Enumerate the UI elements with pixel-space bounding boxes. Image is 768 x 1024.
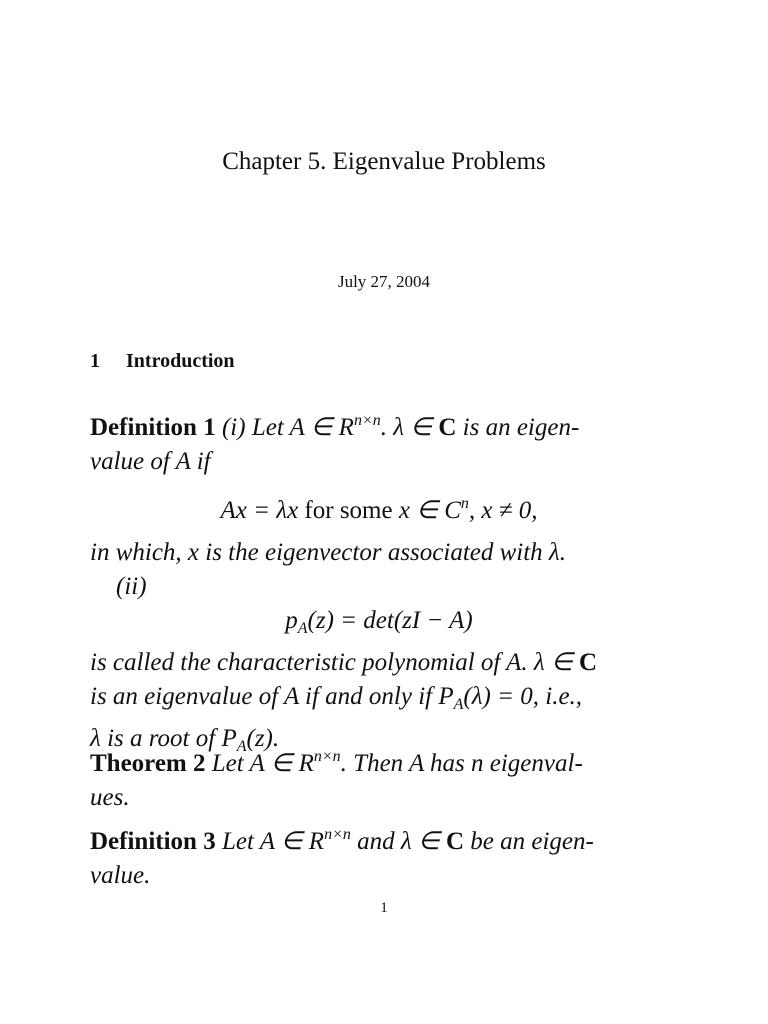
- def1-sup: n×n: [353, 412, 381, 429]
- theorem-2: [90, 740, 668, 815]
- section-number: 1: [90, 350, 100, 372]
- def1-text-c: is an eigen-: [456, 414, 580, 441]
- thm2-sup: n×n: [313, 748, 341, 765]
- eq2-rest: (z) = det(zI − A): [307, 607, 473, 634]
- def1-line-4: [90, 646, 668, 680]
- eq1-part-d: , x ≠ 0,: [468, 497, 538, 524]
- def1-line-5-b: (λ) = 0, i.e.,: [463, 683, 583, 710]
- def1-complex-C: C: [438, 414, 457, 441]
- def1-line-2: value of A if: [90, 448, 211, 475]
- def1-text-a: Let A ∈ R: [251, 414, 354, 441]
- def3-text-a: Let A ∈ R: [215, 828, 325, 855]
- def1-line-6-a: λ is a root of P: [90, 725, 237, 752]
- chapter-title: Chapter 5. Eigenvalue Problems: [222, 148, 546, 175]
- thm2-label: Theorem 2: [90, 750, 206, 777]
- def1-equation-2: [90, 604, 668, 646]
- eq1-sup: n: [460, 495, 469, 512]
- def1-line-1: [90, 404, 668, 445]
- eq1-part-b: for some: [298, 497, 399, 524]
- thm2-text-b: . Then A has n eigenval-: [340, 750, 583, 777]
- def1-line-6-sub: A: [236, 738, 247, 755]
- page-number: 1: [380, 900, 388, 916]
- def1-part-i: (i): [221, 414, 246, 441]
- eq2-p: p: [285, 607, 298, 634]
- def3-text-c: be an eigen-: [464, 828, 594, 855]
- def1-line-5-a: is an eigenvalue of A if and only if P: [90, 683, 454, 710]
- def1-text-b: . λ ∈: [380, 414, 439, 441]
- def1-equation-1: [90, 487, 668, 528]
- def3-complex-C: C: [445, 828, 465, 855]
- def3-text-b: and λ ∈: [350, 828, 446, 855]
- thm2-line-1: [90, 740, 668, 781]
- eq1-part-a: Ax = λx: [220, 497, 299, 524]
- def1-line-5: [90, 680, 668, 722]
- definition-3: [90, 818, 668, 893]
- def3-line-2: value.: [90, 862, 151, 889]
- def1-label: Definition 1: [90, 414, 216, 441]
- def1-line-6-b: (z).: [246, 725, 280, 752]
- def1-part-ii: (ii): [116, 573, 147, 600]
- def3-sup: n×n: [324, 826, 351, 843]
- def1-line-3: in which, x is the eigenvector associated with λ.: [90, 539, 567, 566]
- thm2-text-a: Let A ∈ R: [205, 750, 314, 777]
- def1-line-4-C: C: [579, 649, 598, 676]
- def3-label: Definition 3: [90, 828, 216, 855]
- section-heading: [90, 350, 235, 373]
- thm2-line-2: ues.: [90, 784, 130, 811]
- document-date: July 27, 2004: [337, 272, 431, 291]
- def3-line-1: [90, 818, 668, 859]
- eq2-sub: A: [297, 620, 308, 637]
- eq1-part-c: x ∈ C: [398, 497, 461, 524]
- section-title: Introduction: [126, 350, 235, 372]
- def1-line-4-text: is called the characteristic polynomial of A. λ ∈: [90, 649, 580, 676]
- def1-line-5-sub: A: [453, 696, 464, 713]
- definition-1: [90, 404, 668, 764]
